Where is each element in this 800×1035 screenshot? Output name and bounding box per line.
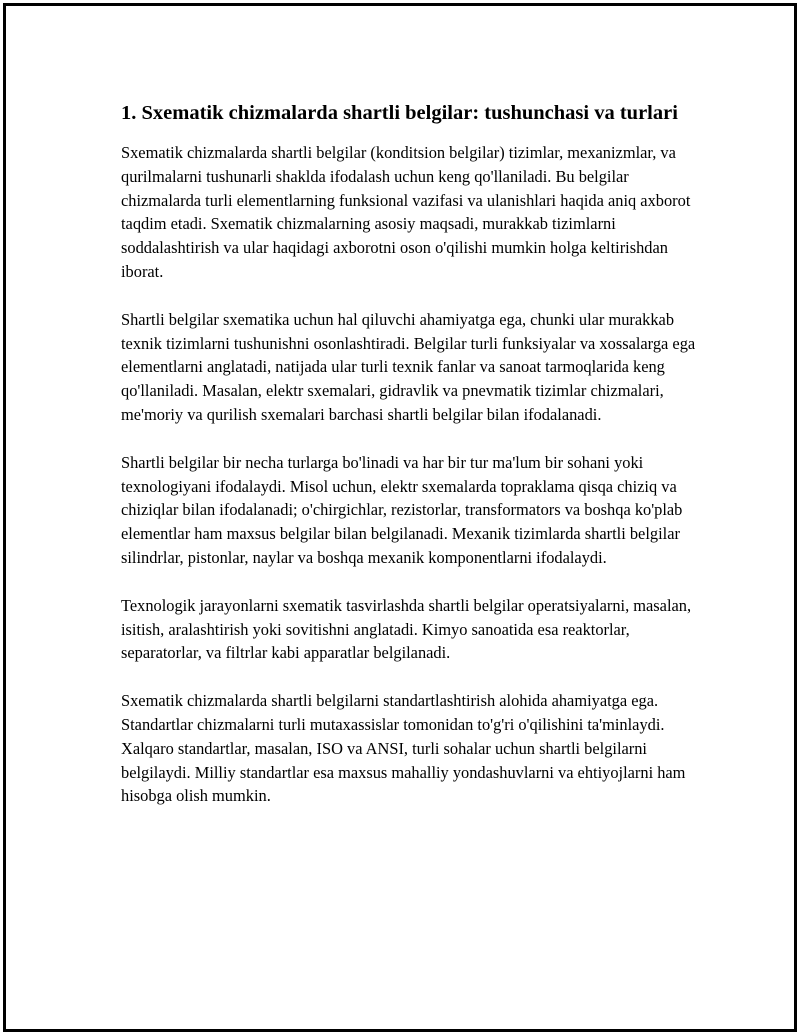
document-body: [121, 99, 706, 808]
paragraph-5: Sxematik chizmalarda shartli belgilarni standartlashtirish alohida ahamiyatga ega. Standartlar chizmalarni turli mutaxassislar tomonidan to'g'ri o'qilishini ta'minlaydi. Xalqaro standartlar, masalan, ISO va ANSI, turli sohalar uchun shartli belgilarni belgilaydi. Milliy standartlar esa maxsus mahalliy yondashuvlarni va ehtiyojlarni ham hisobga olish mumkin.: [121, 691, 686, 806]
section-heading: 1. Sxematik chizmalarda shartli belgilar: tushunchasi va turlari: [121, 102, 678, 124]
paragraph-1: Sxematik chizmalarda shartli belgilar (konditsion belgilar) tizimlar, mexanizmlar, va qurilmalarni tushunarli shaklda ifodalash uchun keng qo'llaniladi. Bu belgilar chizmalarda turli elementlarning funksional vazifasi va ulanishlari haqida aniq axborot taqdim etadi. Sxematik chizmalarning asosiy maqsadi, murakkab tizimlarni soddalashtirish va ular haqidagi axborotni oson o'qilishi mumkin holga keltirishdan iborat.: [121, 143, 691, 281]
paragraph-3: Shartli belgilar bir necha turlarga bo'linadi va har bir tur ma'lum bir sohani yoki texnologiyani ifodalaydi. Misol uchun, elektr sxemalarda topraklama qisqa chiziq va chiziqlar bilan ifodalanadi; o'chirgichlar, rezistorlar, transformators va boshqa ko'plab elementlar ham maxsus belgilar bilan belgilanadi. Mexanik tizimlarda shartli belgilar silindrlar, pistonlar, naylar va boshqa mexanik komponentlarni ifodalaydi.: [121, 452, 683, 567]
paragraph-2: Shartli belgilar sxematika uchun hal qiluvchi ahamiyatga ega, chunki ular murakkab texnik tizimlarni tushunishni osonlashtiradi. Belgilar turli funksiyalar va xossalarga ega elementlarni anglatadi, natijada ular turli texnik fanlar va sanoat tarmoqlarida keng qo'llaniladi. Masalan, elektr sxemalari, gidravlik va pnevmatik tizimlar chizmalari, me'moriy va qurilish sxemalari barchasi shartli belgilar bilan ifodalanadi.: [121, 309, 696, 424]
page-frame: [3, 3, 797, 1032]
paragraph-4: Texnologik jarayonlarni sxematik tasvirlashda shartli belgilar operatsiyalarni, masalan, isitish, aralashtirish yoki sovitishni anglatadi. Kimyo sanoatida esa reaktorlar, separatorlar, va filtrlar kabi apparatlar belgilanadi.: [121, 595, 692, 663]
